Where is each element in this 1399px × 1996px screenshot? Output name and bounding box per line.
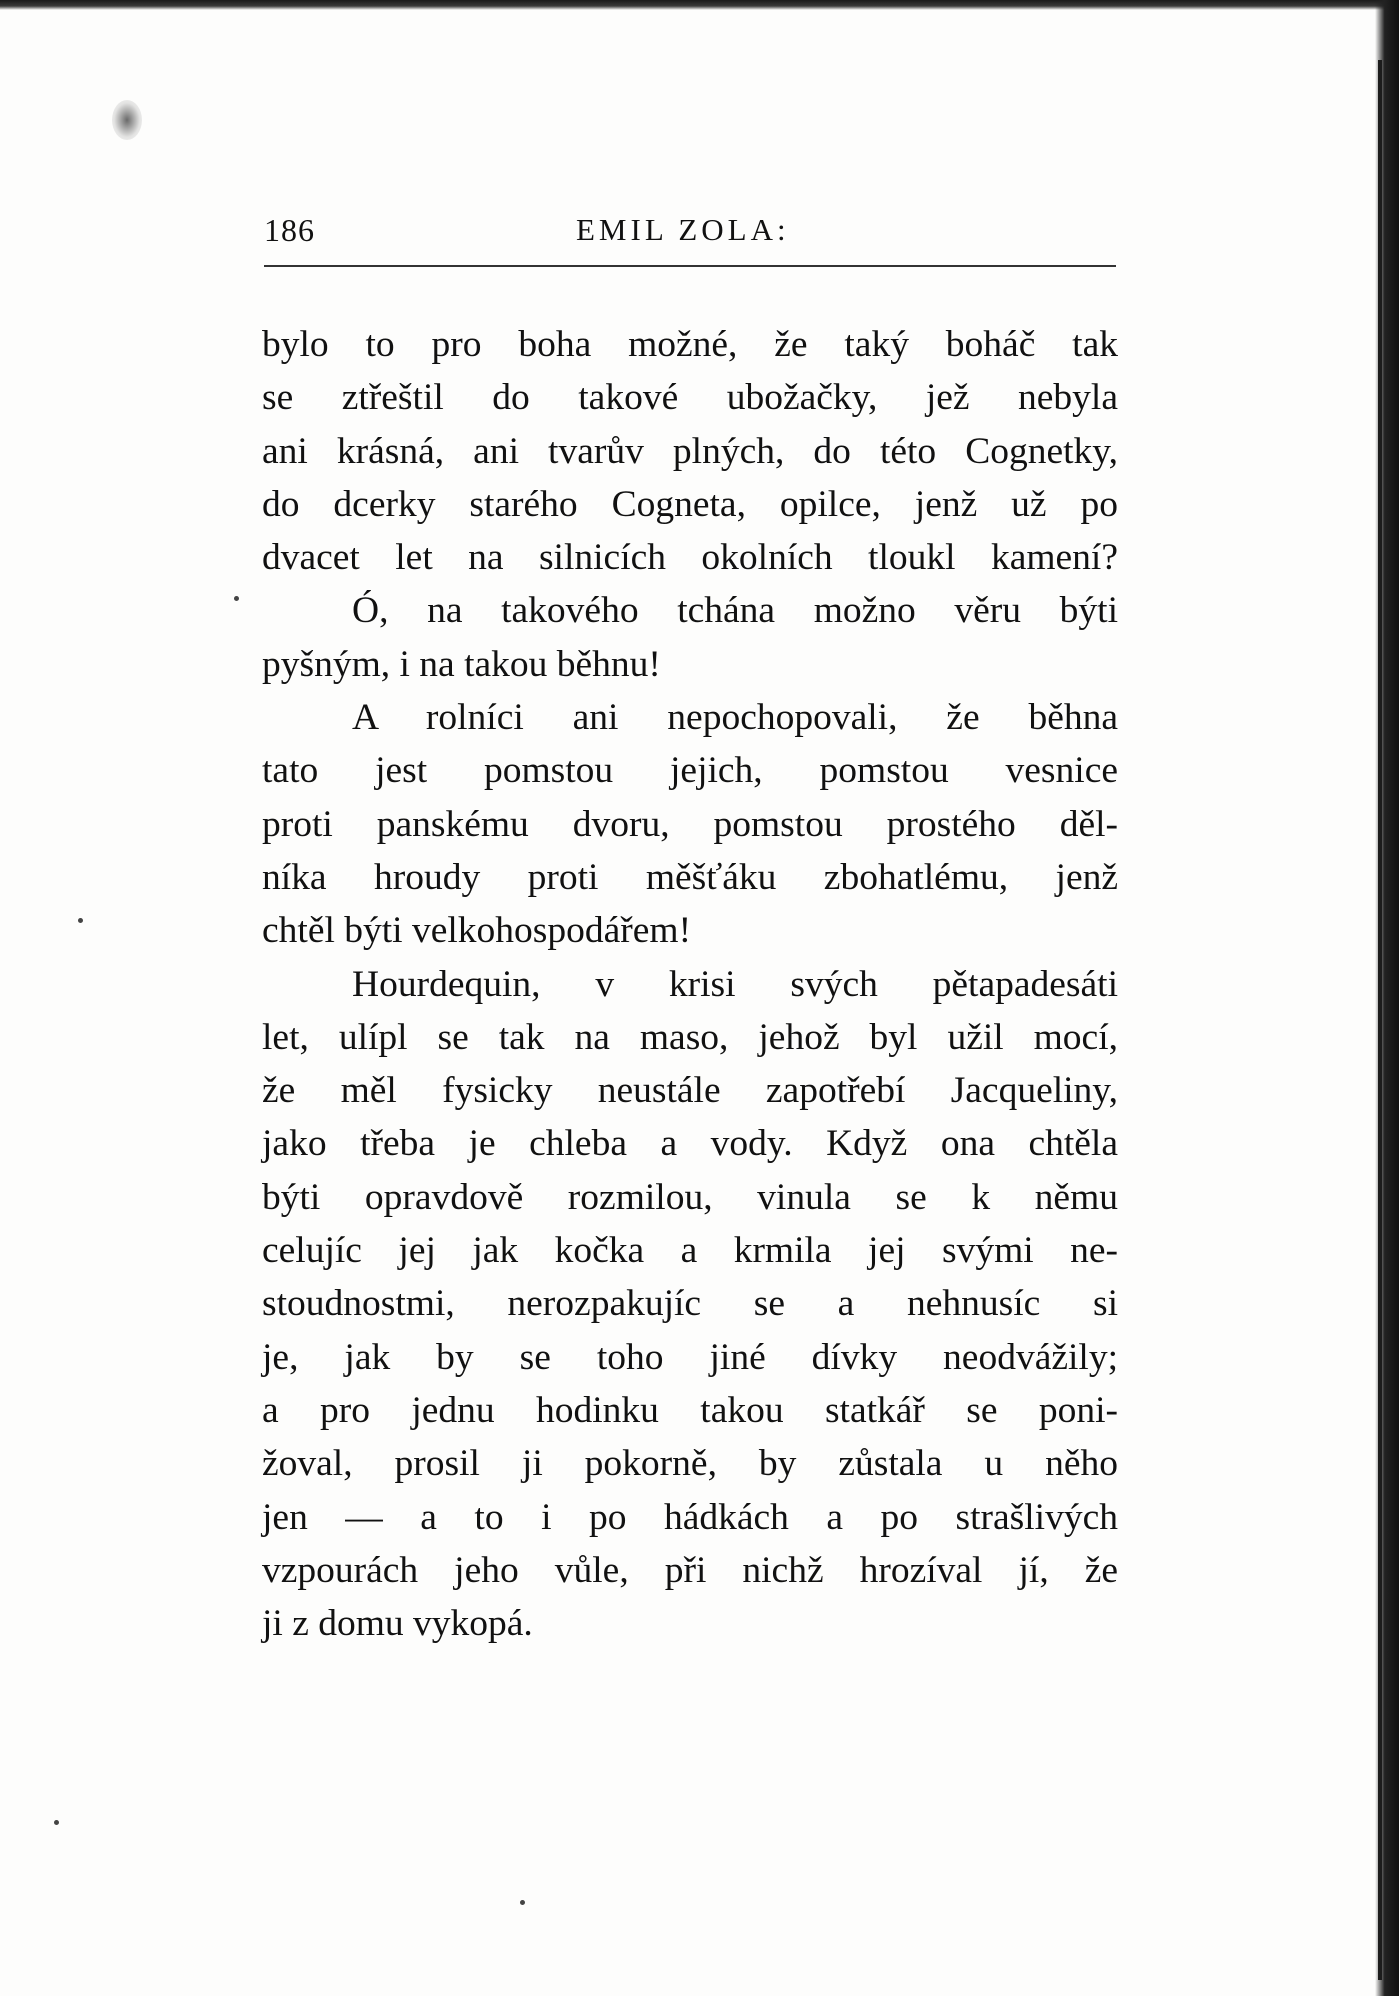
text-line: Ó, na takového tchána možno věru býti — [352, 590, 1118, 632]
text-line: že měl fysicky neustále zapotřebí Jacqueliny, — [262, 1070, 1118, 1112]
text-line: let, ulípl se tak na maso, jehož byl užil mocí, — [262, 1016, 1118, 1058]
text-line: ani krásná, ani tvarův plných, do této Cognetky, — [262, 430, 1118, 472]
text-line: chtěl býti velkohospodářem! — [262, 910, 692, 952]
text-line: níka hroudy proti měšťáku zbohatlému, jenž — [262, 856, 1118, 898]
text-line: se ztřeštil do takové ubožačky, jež nebyla — [262, 377, 1118, 419]
text-line: celujíc jej jak kočka a krmila jej svými ne- — [262, 1230, 1118, 1272]
text-line: ji z domu vykopá. — [262, 1603, 533, 1645]
text-line: tato jest pomstou jejich, pomstou vesnice — [262, 750, 1118, 792]
text-line: vzpourách jeho vůle, při nichž hrozíval jí, že — [262, 1549, 1118, 1591]
page-number: 186 — [264, 212, 315, 248]
body-text — [262, 318, 1118, 1650]
stray-mark — [520, 1900, 525, 1905]
text-line: bylo to pro boha možné, že taký boháč tak — [262, 324, 1118, 365]
header-rule — [264, 265, 1116, 267]
text-line: a pro jednu hodinku takou statkář se poni- — [262, 1389, 1118, 1431]
running-head — [264, 212, 1116, 262]
text-line: Hourdequin, v krisi svých pětapadesáti — [352, 963, 1118, 1005]
text-line: jen — a to i po hádkách a po strašlivých — [262, 1496, 1118, 1538]
text-line: je, jak by se toho jiné dívky neodvážily; — [262, 1336, 1118, 1378]
text-line: stoudnostmi, nerozpakujíc se a nehnusíc si — [262, 1283, 1118, 1325]
text-line: A rolníci ani nepochopovali, že běhna — [352, 697, 1118, 739]
stray-mark — [78, 918, 83, 923]
text-line: proti panskému dvoru, pomstou prostého děl- — [262, 803, 1118, 845]
text-line: býti opravdově rozmilou, vinula se k němu — [262, 1176, 1118, 1218]
text-line: do dcerky starého Cogneta, opilce, jenž už po — [262, 483, 1118, 525]
text-line: pyšným, i na takou běhnu! — [262, 643, 661, 685]
text-line: jako třeba je chleba a vody. Když ona chtěla — [262, 1123, 1118, 1165]
stray-mark — [234, 596, 239, 601]
scan-smudge — [112, 100, 142, 140]
running-title: EMIL ZOLA: — [576, 212, 790, 247]
scan-top-edge — [0, 0, 1399, 10]
text-line: dvacet let na silnicích okolních tloukl kamení? — [262, 537, 1118, 579]
stray-mark — [54, 1820, 59, 1825]
text-line: žoval, prosil ji pokorně, by zůstala u něho — [262, 1443, 1118, 1485]
page-edge-shadow — [1378, 60, 1382, 1980]
